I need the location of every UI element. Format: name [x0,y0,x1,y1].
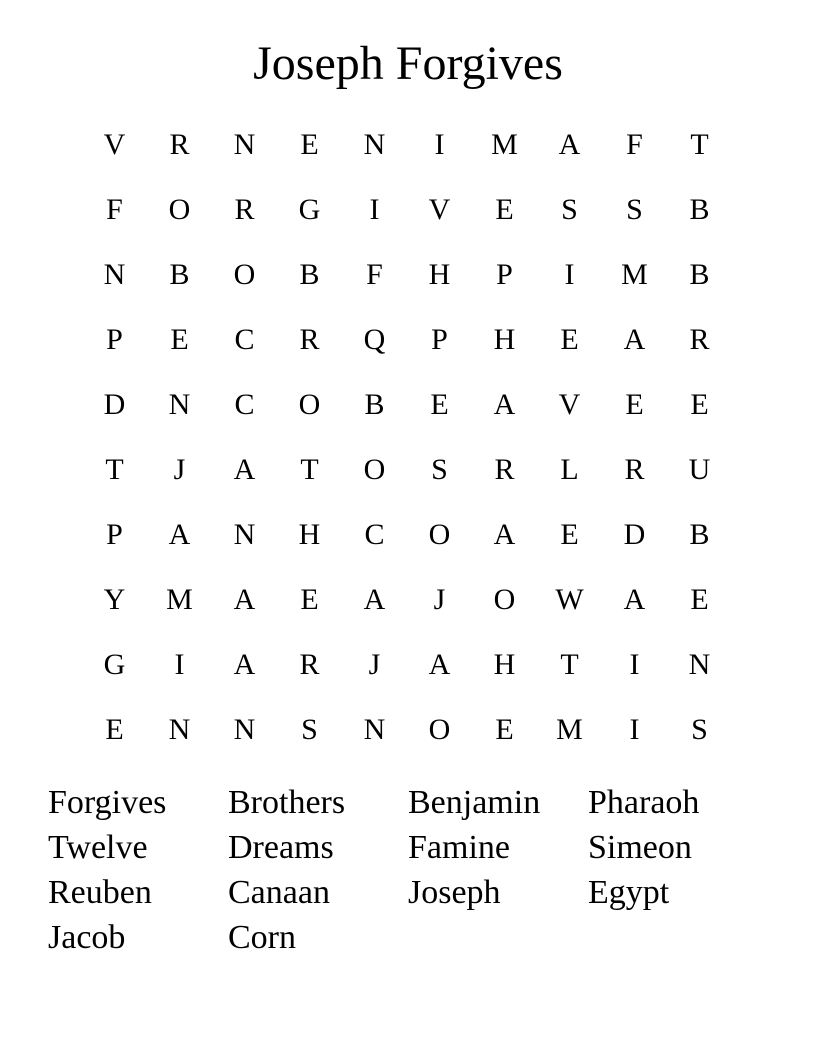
grid-letter-cell: N [233,517,256,551]
grid-letter-cell: E [495,192,514,226]
grid-letter-cell: R [299,647,320,681]
grid-letter-cell: Q [363,322,386,356]
grid-letter-cell: S [626,192,643,226]
grid-letter-cell: E [105,712,124,746]
word-list-item: Pharaoh [588,784,700,821]
grid-letter-cell: P [496,257,513,291]
word-list-item: Benjamin [408,784,541,821]
grid-letter-cell: R [169,127,190,161]
grid-letter-cell: B [689,257,710,291]
grid-letter-cell: H [493,322,516,356]
grid-letter-cell: R [299,322,320,356]
word-list-item: Corn [228,919,296,956]
grid-letter-cell: V [428,192,451,226]
grid-letter-cell: F [366,257,383,291]
grid-letter-cell: E [690,582,709,616]
grid-letter-cell: A [233,647,256,681]
grid-letter-cell: V [558,387,581,421]
grid-letter-cell: M [621,257,648,291]
grid-letter-cell: O [428,517,451,551]
grid-letter-cell: I [369,192,380,226]
word-search-grid [82,112,732,762]
grid-letter-cell: P [106,322,123,356]
grid-letter-cell: M [491,127,518,161]
grid-letter-cell: F [626,127,643,161]
grid-letter-cell: J [368,647,381,681]
grid-letter-cell: S [431,452,448,486]
grid-letter-cell: G [103,647,126,681]
word-list-item: Jacob [48,919,126,956]
grid-letter-cell: A [558,127,581,161]
grid-letter-cell: J [433,582,446,616]
grid-letter-cell: E [170,322,189,356]
grid-letter-cell: H [298,517,321,551]
grid-letter-cell: A [233,582,256,616]
grid-letter-cell: A [168,517,191,551]
grid-letter-cell: E [625,387,644,421]
grid-letter-cell: N [233,712,256,746]
grid-letter-cell: B [689,192,710,226]
grid-letter-cell: N [233,127,256,161]
grid-letter-cell: R [624,452,645,486]
word-list-item: Brothers [228,784,346,821]
word-list [48,780,768,960]
grid-letter-cell: I [629,647,640,681]
grid-letter-cell: C [234,322,255,356]
grid-letter-cell: R [494,452,515,486]
grid-letter-cell: M [166,582,193,616]
grid-letter-cell: L [560,452,579,486]
word-list-item: Egypt [588,874,670,911]
word-list-item: Canaan [228,874,330,911]
grid-letter-cell: E [430,387,449,421]
grid-letter-cell: M [556,712,583,746]
grid-letter-cell: A [623,322,646,356]
grid-letter-cell: O [493,582,516,616]
grid-letter-cell: A [363,582,386,616]
grid-letter-cell: I [174,647,185,681]
grid-letter-cell: A [493,387,516,421]
grid-letter-cell: R [689,322,710,356]
grid-letter-cell: W [555,582,584,616]
grid-letter-cell: A [493,517,516,551]
grid-letter-cell: D [103,387,126,421]
grid-letter-cell: H [493,647,516,681]
grid-letter-cell: E [560,322,579,356]
grid-letter-cell: T [300,452,319,486]
word-list-item: Twelve [48,829,148,866]
word-list-item: Reuben [48,874,152,911]
grid-letter-cell: I [564,257,575,291]
grid-letter-cell: N [168,712,191,746]
grid-letter-cell: O [363,452,386,486]
grid-letter-cell: D [623,517,646,551]
grid-letter-cell: B [689,517,710,551]
word-list-item: Famine [408,829,510,866]
grid-letter-cell: J [173,452,186,486]
word-list-item: Dreams [228,829,334,866]
grid-letter-cell: E [690,387,709,421]
grid-letter-cell: N [688,647,711,681]
grid-letter-cell: I [434,127,445,161]
grid-letter-cell: G [298,192,321,226]
grid-letter-cell: O [233,257,256,291]
grid-letter-cell: N [363,127,386,161]
grid-letter-cell: F [106,192,123,226]
grid-letter-cell: E [495,712,514,746]
grid-letter-cell: T [105,452,124,486]
grid-letter-cell: N [363,712,386,746]
grid-letter-cell: H [428,257,451,291]
grid-letter-cell: O [168,192,191,226]
grid-letter-cell: E [300,127,319,161]
grid-letter-cell: T [690,127,709,161]
grid-letter-cell: Y [103,582,126,616]
grid-letter-cell: R [234,192,255,226]
word-list-item: Forgives [48,784,167,821]
grid-letter-cell: N [168,387,191,421]
grid-letter-cell: O [428,712,451,746]
word-list-item: Joseph [408,874,501,911]
grid-letter-cell: C [364,517,385,551]
grid-letter-cell: S [691,712,708,746]
grid-letter-cell: T [560,647,579,681]
grid-letter-cell: A [623,582,646,616]
grid-letter-cell: B [169,257,190,291]
grid-letter-cell: O [298,387,321,421]
grid-letter-cell: P [106,517,123,551]
grid-letter-cell: E [300,582,319,616]
grid-letter-cell: S [561,192,578,226]
grid-letter-cell: S [301,712,318,746]
grid-letter-cell: V [103,127,126,161]
grid-letter-cell: A [233,452,256,486]
grid-letter-cell: E [560,517,579,551]
grid-letter-cell: U [688,452,711,486]
grid-letter-cell: A [428,647,451,681]
grid-letter-cell: C [234,387,255,421]
grid-letter-cell: B [299,257,320,291]
page-title: Joseph Forgives [253,37,563,90]
grid-letter-cell: N [103,257,126,291]
word-list-item: Simeon [588,829,692,866]
grid-letter-cell: P [431,322,448,356]
grid-letter-cell: B [364,387,385,421]
grid-letter-cell: I [629,712,640,746]
